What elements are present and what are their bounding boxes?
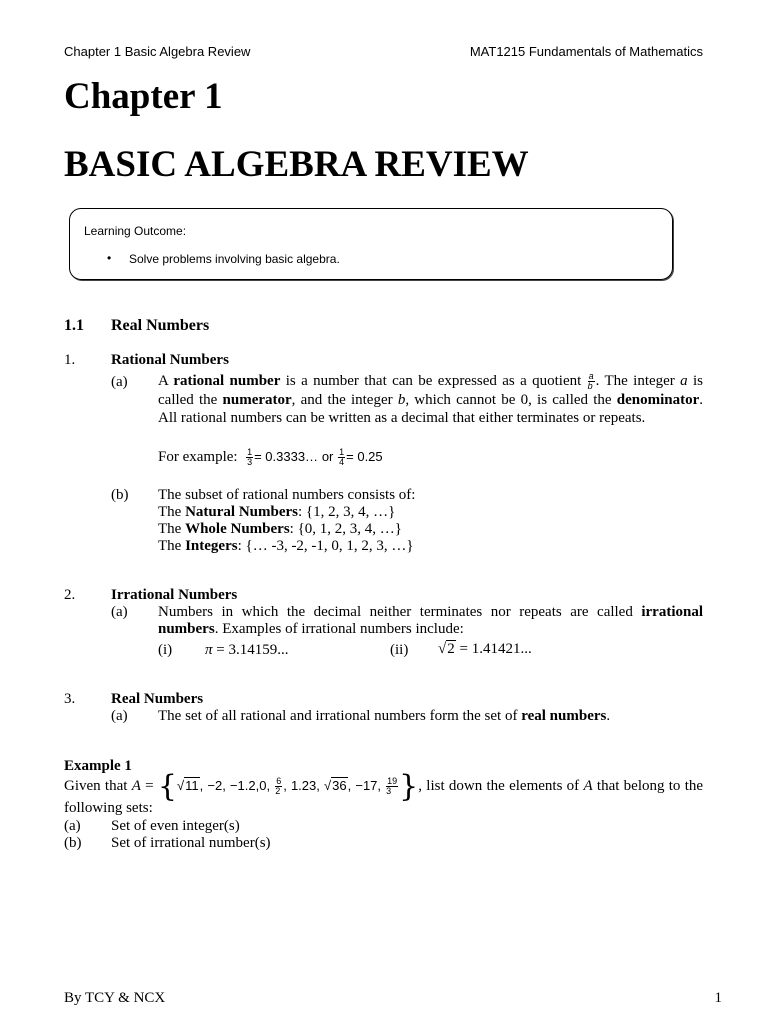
sub-label: (b): [64, 835, 82, 851]
subset-intro: The subset of rational numbers consists of:: [158, 487, 416, 503]
sqrt2-example: √2 = 1.41421...: [438, 641, 532, 657]
item-title: Rational Numbers: [111, 352, 229, 368]
natural-numbers-line: The Natural Numbers: {1, 2, 3, 4, …}: [158, 504, 396, 520]
example-title: Example 1: [64, 758, 132, 774]
example-statement: Given that A = {√11, −2, −1.2,0, $\frac{6}{2}$ , 1.23, √36, −17, $\frac{19}{3}$ }, list down the elements of A that belong to the following sets:: [64, 769, 704, 816]
sub-label: (a): [64, 818, 81, 834]
sub-label: (a): [111, 708, 128, 724]
section-title: Real Numbers: [111, 317, 210, 334]
irrational-definition: Numbers in which the decimal neither terminates nor repeats are called irrational numbers. Examples of irrational numbers include:: [158, 604, 703, 637]
item-number: 3.: [64, 691, 76, 707]
real-definition: The set of all rational and irrational numbers form the set of real numbers.: [158, 708, 611, 724]
example-part-b: Set of irrational number(s): [111, 835, 271, 851]
item-title: Real Numbers: [111, 691, 204, 707]
running-header-right: MAT1215 Fundamentals of Mathematics: [469, 44, 703, 59]
page-number: 1: [714, 990, 722, 1006]
sub-label: (a): [111, 604, 128, 620]
example-label-i: (i): [158, 642, 173, 658]
bullet-icon: •: [107, 251, 112, 265]
learning-outcome-box: [69, 208, 673, 280]
footer-authors: By TCY & NCX: [64, 990, 166, 1006]
rational-definition: A rational number is a number that can be expressed as a quotient $\frac{a}{b}$ . The integer a is called the numerator, and the integer b, which cannot be 0, is called the denominator. All rational numbers can be written as a decimal that either terminates or repeats.: [158, 371, 704, 427]
running-header-left: Chapter 1 Basic Algebra Review: [64, 44, 251, 59]
item-title: Irrational Numbers: [111, 587, 238, 603]
sqrt-icon: √: [324, 778, 332, 793]
learning-outcome-item: Solve problems involving basic algebra.: [129, 252, 340, 266]
sub-label: (b): [111, 487, 129, 503]
integers-line: The Integers: {… -3, -2, -1, 0, 1, 2, 3, …}: [158, 538, 414, 554]
learning-outcome-heading: Learning Outcome:: [84, 224, 187, 238]
section-number: 1.1: [64, 317, 84, 334]
rational-example: For example: $\frac{1}{3}$ = 0.3333… or $\frac{1}{4}$ = 0.25: [158, 447, 383, 468]
sqrt-icon: √: [438, 641, 447, 657]
sqrt-icon: √: [176, 778, 185, 793]
item-number: 1.: [64, 352, 76, 368]
example-label-ii: (ii): [390, 642, 409, 658]
pi-example: π = 3.14159...: [205, 642, 289, 658]
chapter-title: BASIC ALGEBRA REVIEW: [64, 144, 529, 185]
whole-numbers-line: The Whole Numbers: {0, 1, 2, 3, 4, …}: [158, 521, 402, 537]
sub-label: (a): [111, 374, 128, 390]
item-number: 2.: [64, 587, 76, 603]
example-part-a: Set of even integer(s): [111, 818, 240, 834]
chapter-label: Chapter 1: [64, 76, 223, 117]
